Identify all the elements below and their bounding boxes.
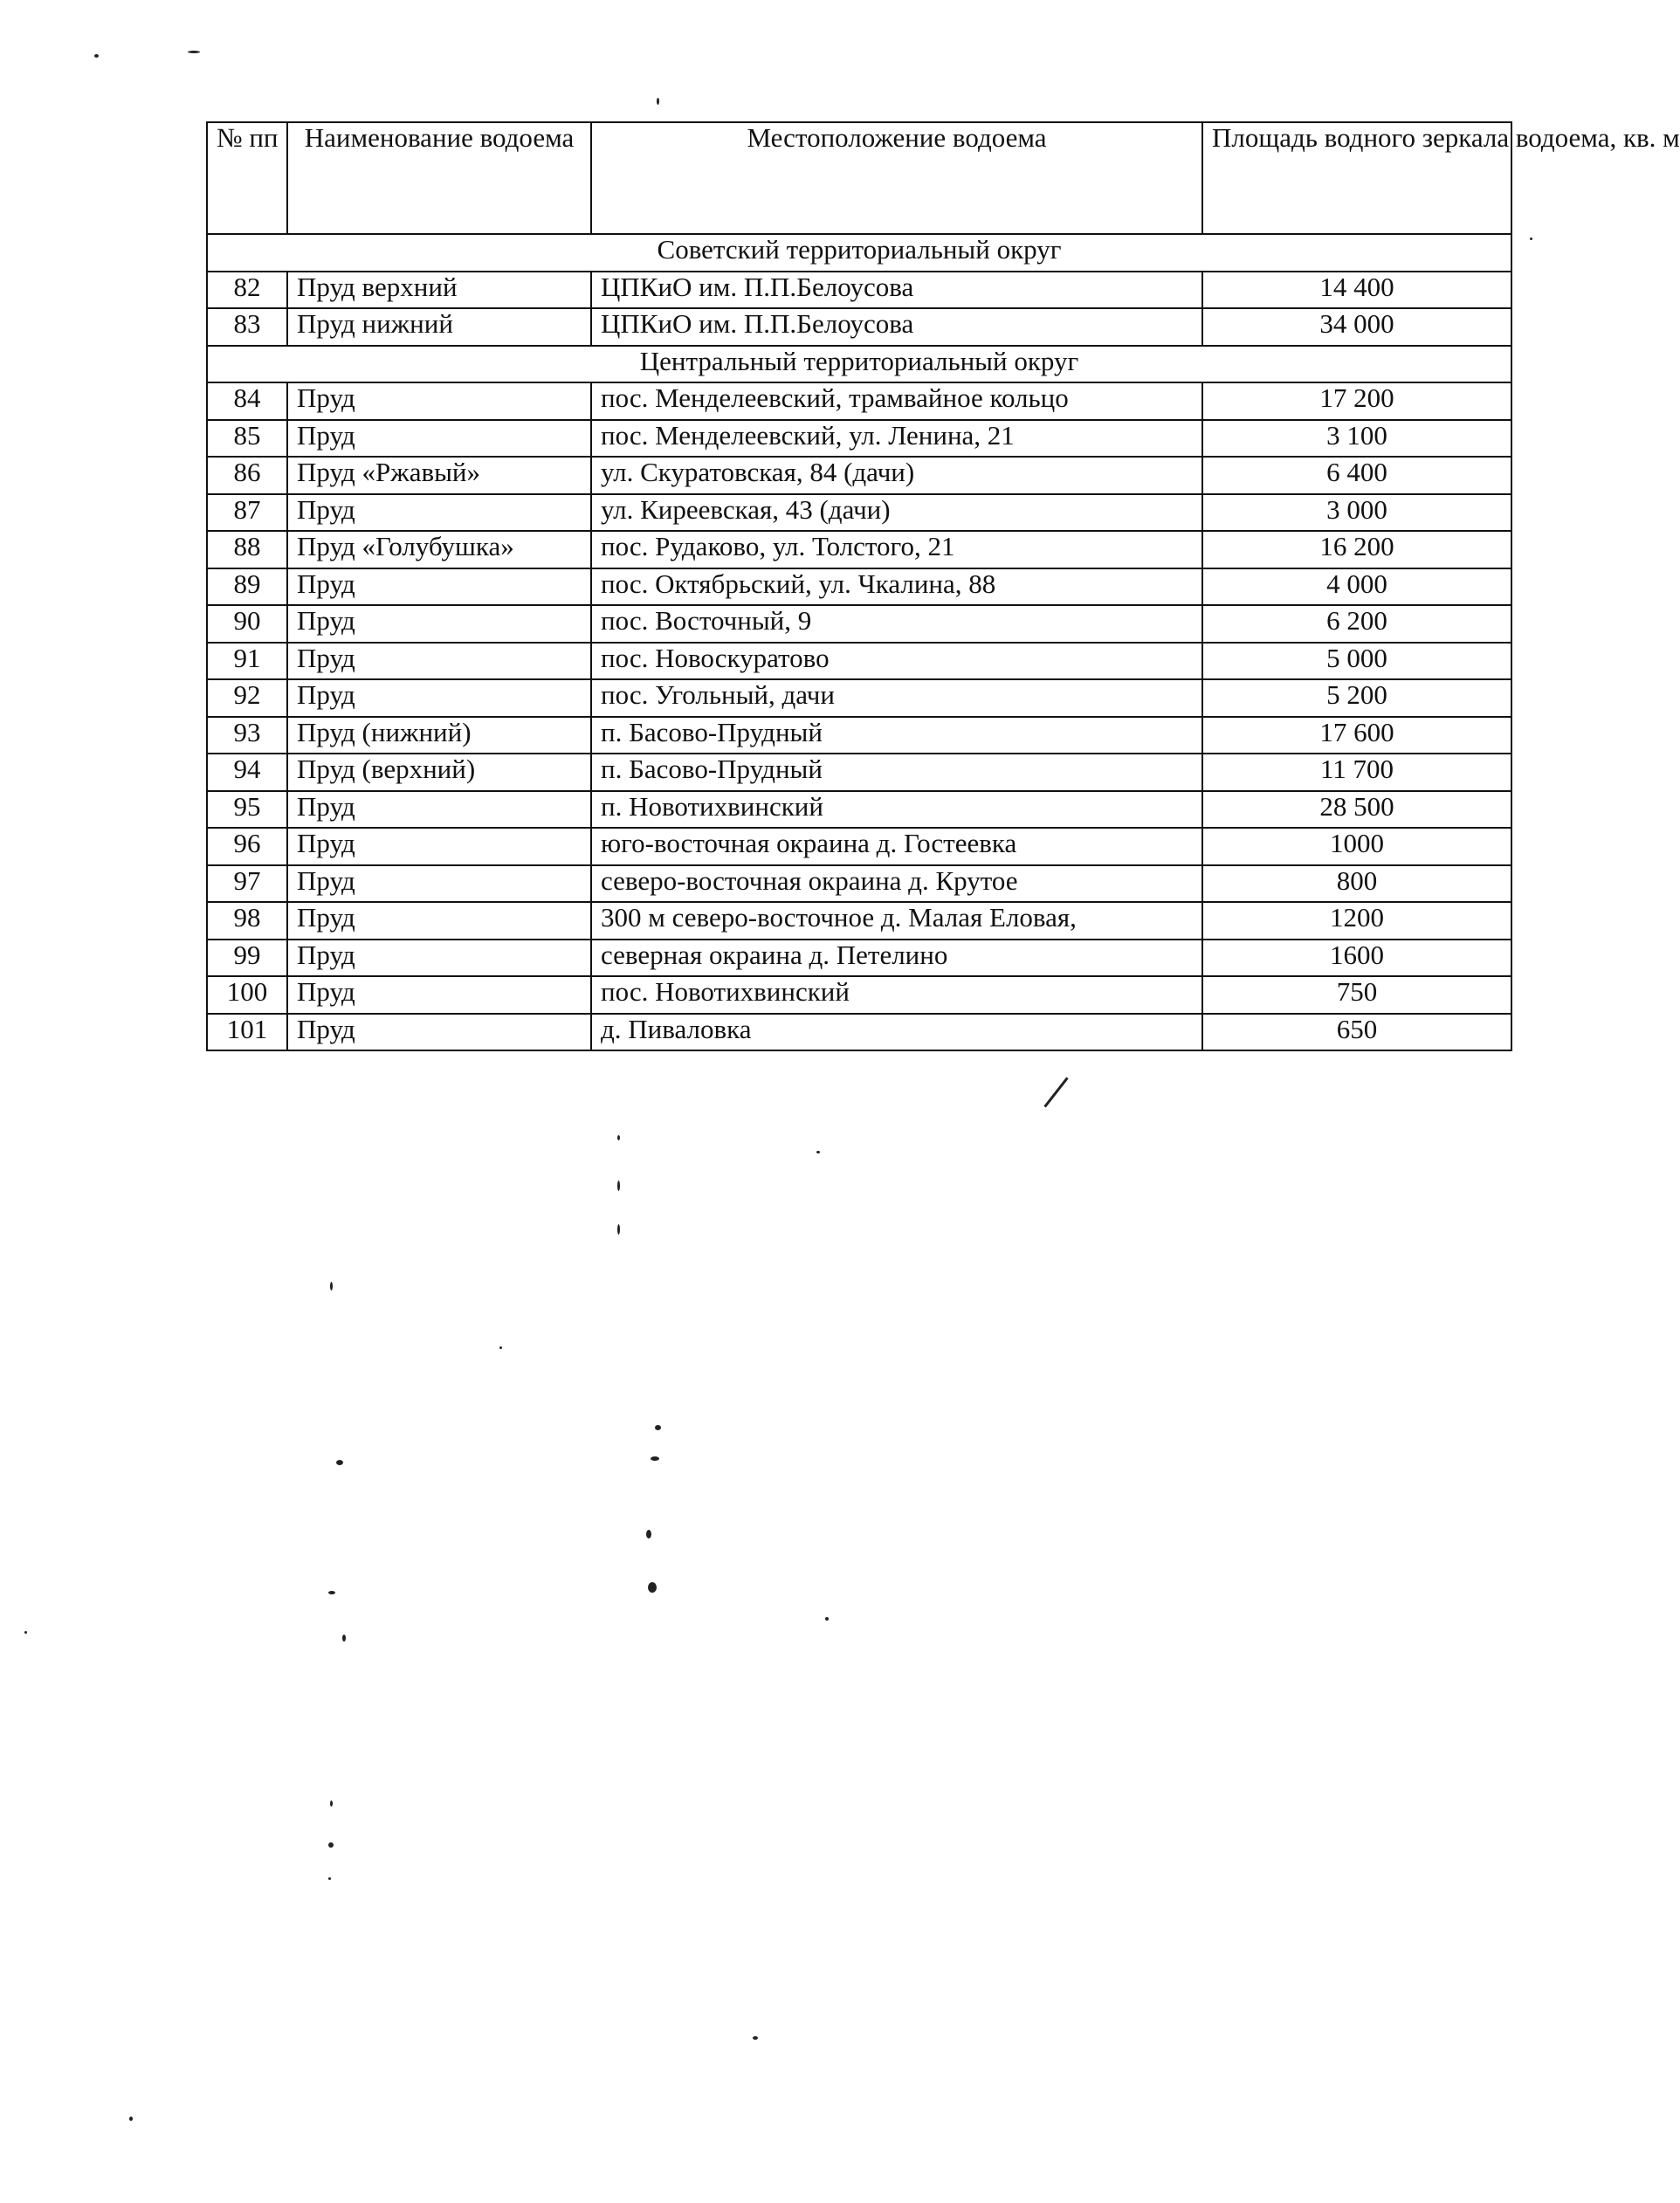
table-row — [207, 976, 1511, 1014]
reservoir-location: ЦПКиО им. П.П.Белоусова — [591, 308, 1202, 346]
table-row — [207, 679, 1511, 717]
water-surface-area: 6 200 — [1202, 605, 1511, 643]
reservoir-location: пос. Новотихвинский — [591, 976, 1202, 1014]
section-row — [207, 234, 1511, 272]
table-row — [207, 420, 1511, 458]
reservoir-name: Пруд — [287, 976, 591, 1014]
water-surface-area: 1000 — [1202, 828, 1511, 865]
water-surface-area: 1200 — [1202, 902, 1511, 940]
row-number: 83 — [207, 308, 287, 346]
table-row — [207, 272, 1511, 309]
reservoir-name: Пруд — [287, 605, 591, 643]
reservoir-location: пос. Октябрьский, ул. Чкалина, 88 — [591, 568, 1202, 606]
reservoir-location: ЦПКиО им. П.П.Белоусова — [591, 272, 1202, 309]
row-number: 100 — [207, 976, 287, 1014]
section-row — [207, 346, 1511, 383]
water-surface-area: 750 — [1202, 976, 1511, 1014]
reservoir-name: Пруд — [287, 902, 591, 940]
row-number: 82 — [207, 272, 287, 309]
table-row — [207, 754, 1511, 791]
reservoir-name: Пруд — [287, 791, 591, 829]
water-surface-area: 6 400 — [1202, 457, 1511, 494]
water-surface-area: 3 000 — [1202, 494, 1511, 532]
table-row — [207, 605, 1511, 643]
reservoir-name: Пруд нижний — [287, 308, 591, 346]
table-row — [207, 791, 1511, 829]
row-number: 97 — [207, 865, 287, 903]
water-surface-area: 5 200 — [1202, 679, 1511, 717]
water-surface-area: 1600 — [1202, 940, 1511, 977]
table-row — [207, 902, 1511, 940]
table-row — [207, 382, 1511, 420]
water-surface-area: 14 400 — [1202, 272, 1511, 309]
pen-mark — [1043, 1077, 1068, 1108]
row-number: 98 — [207, 902, 287, 940]
row-number: 99 — [207, 940, 287, 977]
table-row — [207, 308, 1511, 346]
table-row — [207, 643, 1511, 680]
table-row — [207, 457, 1511, 494]
reservoir-name: Пруд — [287, 382, 591, 420]
table-row — [207, 494, 1511, 532]
water-surface-area: 17 600 — [1202, 717, 1511, 754]
row-number: 93 — [207, 717, 287, 754]
reservoir-name: Пруд (нижний) — [287, 717, 591, 754]
water-surface-area: 16 200 — [1202, 531, 1511, 568]
reservoir-table — [206, 121, 1680, 1051]
row-number: 84 — [207, 382, 287, 420]
reservoir-name: Пруд (верхний) — [287, 754, 591, 791]
reservoir-location: пос. Восточный, 9 — [591, 605, 1202, 643]
reservoir-location: пос. Рудаково, ул. Толстого, 21 — [591, 531, 1202, 568]
reservoir-location: п. Басово-Прудный — [591, 717, 1202, 754]
header-name: Наименование водоема — [287, 122, 591, 234]
reservoir-name: Пруд — [287, 940, 591, 977]
reservoir-name: Пруд — [287, 828, 591, 865]
reservoir-name: Пруд — [287, 568, 591, 606]
water-surface-area: 17 200 — [1202, 382, 1511, 420]
reservoir-location: юго-восточная окраина д. Гостеевка — [591, 828, 1202, 865]
table-body — [207, 234, 1511, 1050]
section-title: Центральный территориальный округ — [207, 346, 1511, 383]
water-surface-area: 3 100 — [1202, 420, 1511, 458]
reservoir-name: Пруд — [287, 1014, 591, 1051]
reservoir-location: северо-восточная окраина д. Крутое — [591, 865, 1202, 903]
reservoir-location: пос. Менделеевский, трамвайное кольцо — [591, 382, 1202, 420]
water-surface-area: 11 700 — [1202, 754, 1511, 791]
table-row — [207, 531, 1511, 568]
table-row — [207, 828, 1511, 865]
reservoir-name: Пруд — [287, 679, 591, 717]
reservoir-location: пос. Новоскуратово — [591, 643, 1202, 680]
header-location: Местоположение водоема — [591, 122, 1202, 234]
row-number: 89 — [207, 568, 287, 606]
reservoir-location: д. Пиваловка — [591, 1014, 1202, 1051]
row-number: 87 — [207, 494, 287, 532]
reservoir-location: пос. Угольный, дачи — [591, 679, 1202, 717]
row-number: 94 — [207, 754, 287, 791]
water-surface-area: 4 000 — [1202, 568, 1511, 606]
reservoir-name: Пруд «Ржавый» — [287, 457, 591, 494]
water-surface-area: 28 500 — [1202, 791, 1511, 829]
reservoir-location: ул. Скуратовская, 84 (дачи) — [591, 457, 1202, 494]
reservoir-location: пос. Менделеевский, ул. Ленина, 21 — [591, 420, 1202, 458]
water-surface-area: 800 — [1202, 865, 1511, 903]
row-number: 101 — [207, 1014, 287, 1051]
row-number: 96 — [207, 828, 287, 865]
header-num: № пп — [207, 122, 287, 234]
water-surface-area: 34 000 — [1202, 308, 1511, 346]
water-surface-area: 5 000 — [1202, 643, 1511, 680]
table-row — [207, 940, 1511, 977]
table-row — [207, 717, 1511, 754]
row-number: 85 — [207, 420, 287, 458]
row-number: 86 — [207, 457, 287, 494]
row-number: 91 — [207, 643, 287, 680]
reservoir-name: Пруд — [287, 420, 591, 458]
water-surface-area: 650 — [1202, 1014, 1511, 1051]
row-number: 88 — [207, 531, 287, 568]
reservoir-name: Пруд — [287, 643, 591, 680]
section-title: Советский территориальный округ — [207, 234, 1511, 272]
reservoir-name: Пруд — [287, 494, 591, 532]
header-area: Площадь водного зеркала водоема, кв. м — [1202, 122, 1511, 234]
reservoir-location: северная окраина д. Петелино — [591, 940, 1202, 977]
table-header — [207, 122, 1680, 234]
table-row — [207, 865, 1511, 903]
reservoir-name: Пруд верхний — [287, 272, 591, 309]
reservoir-location: ул. Киреевская, 43 (дачи) — [591, 494, 1202, 532]
reservoir-name: Пруд — [287, 865, 591, 903]
reservoir-location: 300 м северо-восточное д. Малая Еловая, — [591, 902, 1202, 940]
row-number: 92 — [207, 679, 287, 717]
row-number: 95 — [207, 791, 287, 829]
reservoir-location: п. Басово-Прудный — [591, 754, 1202, 791]
row-number: 90 — [207, 605, 287, 643]
table-row — [207, 568, 1511, 606]
reservoir-name: Пруд «Голубушка» — [287, 531, 591, 568]
table-row — [207, 1014, 1511, 1051]
reservoir-location: п. Новотихвинский — [591, 791, 1202, 829]
